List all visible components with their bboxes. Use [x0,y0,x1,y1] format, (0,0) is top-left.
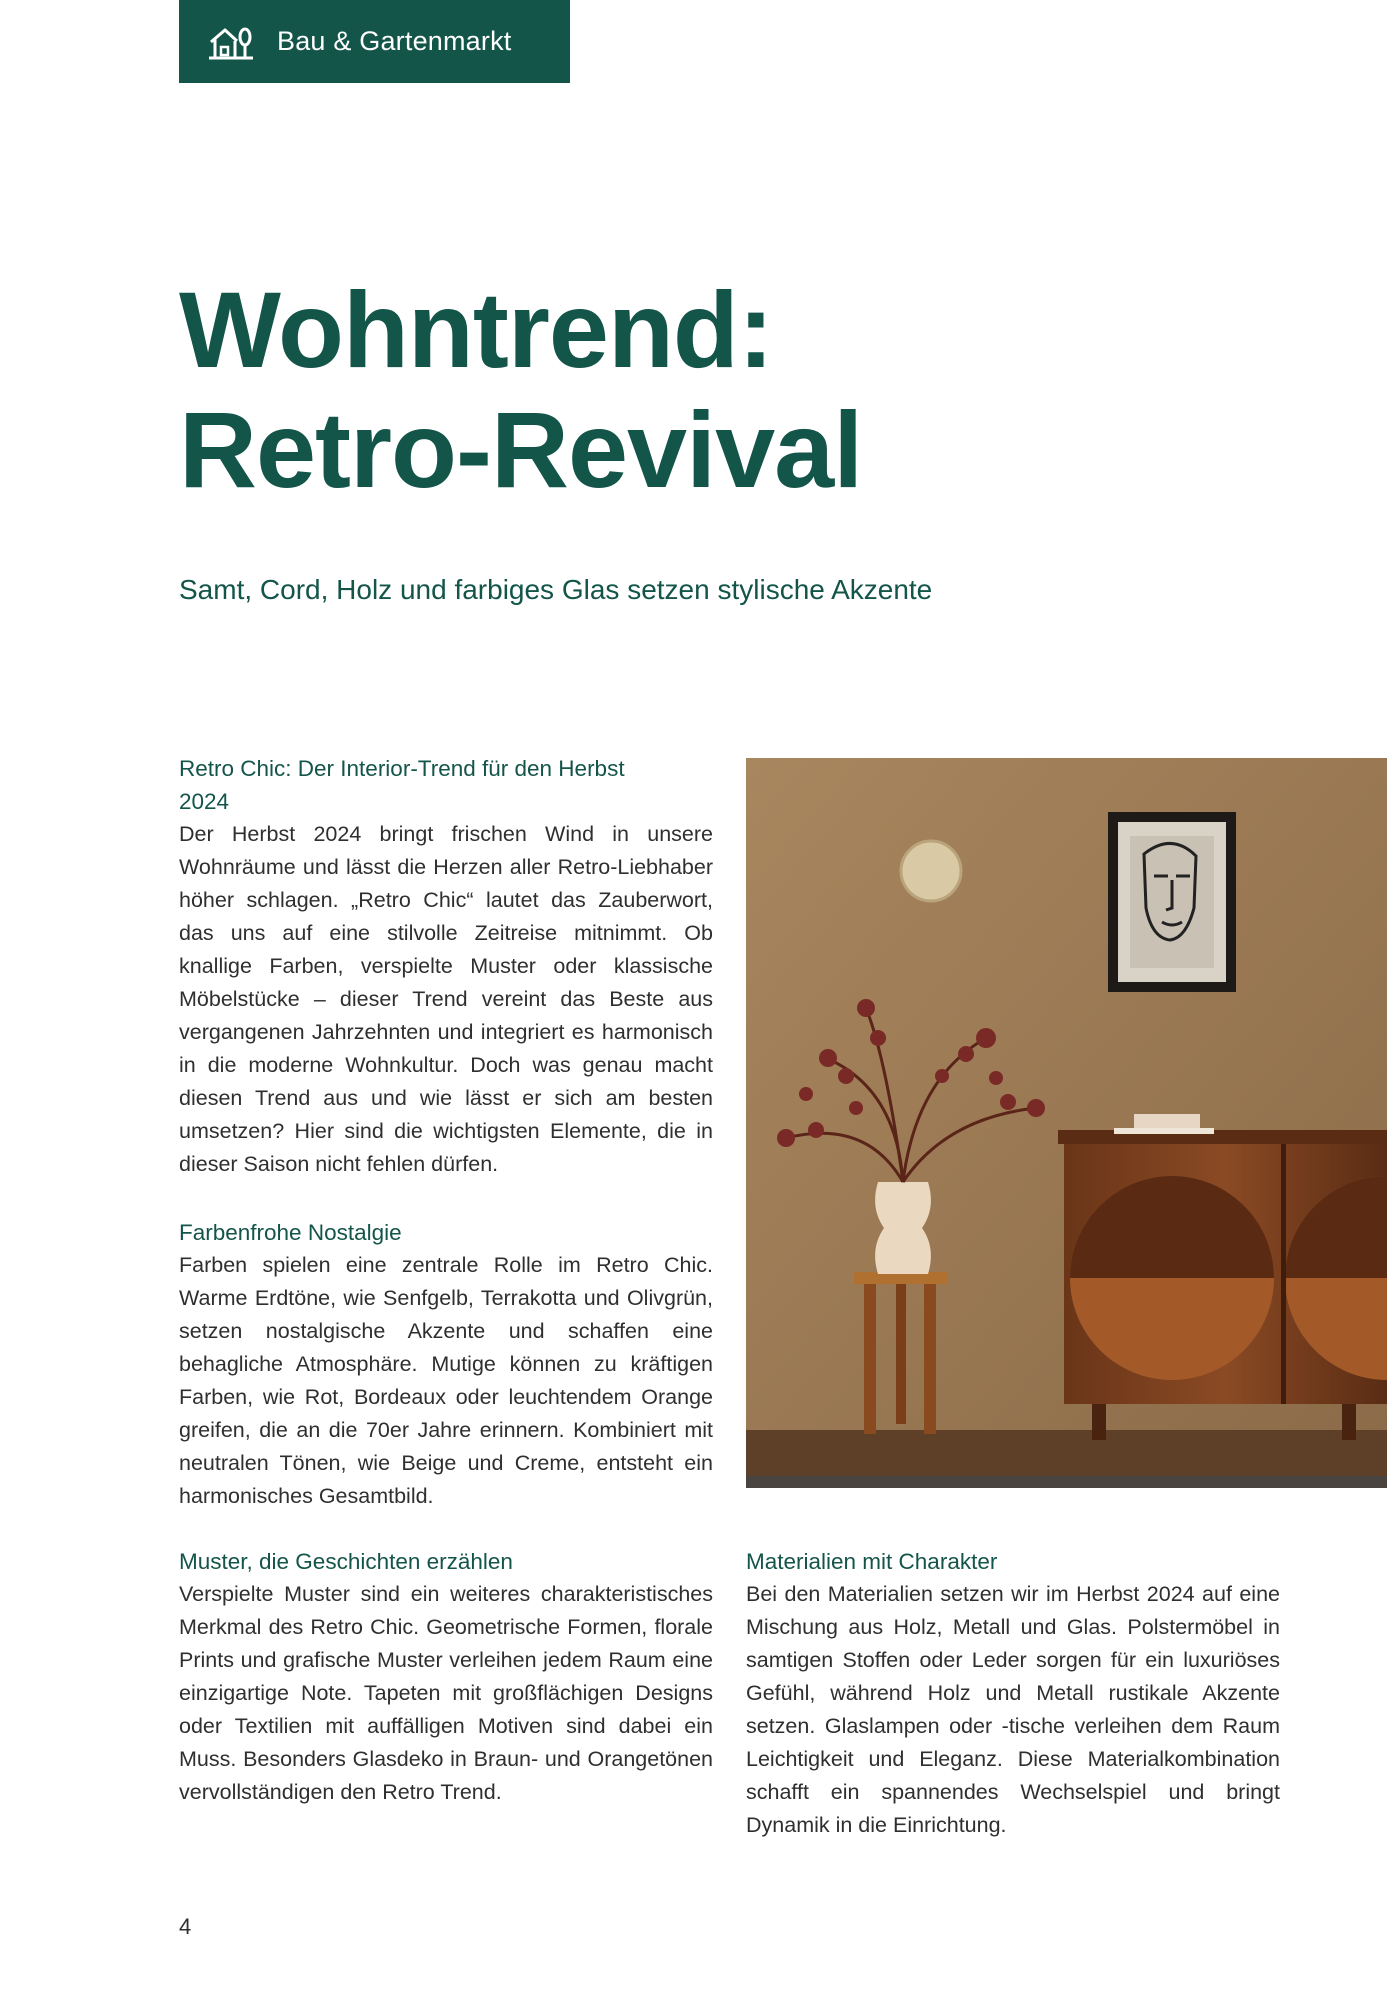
section-body: Farben spielen eine zentrale Rolle im Retro Chic. Warme Erdtöne, wie Senfgelb, Terrakotta und Olivgrün, setzen nostalgische Akzente und schaffen eine behagliche Atmosphäre. Mutige können zu kräftigen Farben, wie Rot, Bordeaux oder leuchtendem Orange greifen, die an die 70er Jahre erinnern. Kombiniert mit neutralen Tönen, wie Beige und Creme, entsteht ein harmonisches Gesamtbild. [179,1253,713,1508]
section-heading: Farbenfrohe Nostalgie [179,1220,402,1245]
section-body: Bei den Materialien setzen wir im Herbst 2024 auf eine Mischung aus Holz, Metall und Glas. Polstermöbel in samtigen Stoffen oder Leder sorgen für ein luxuriöses Gefühl, während Holz und Metall rustikale Akzente setzen. Glaslampen oder -tische verleihen dem Raum Leichtigkeit und Eleganz. Diese Materialkombination schafft ein spannendes Wechselspiel und bringt Dynamik in die Einrichtung. [746,1582,1280,1837]
title-line-1: Wohntrend: [179,269,773,390]
title-line-2: Retro-Revival [179,389,863,510]
section-heading: Materialien mit Charakter [746,1549,998,1574]
section-heading: Muster, die Geschichten erzählen [179,1549,513,1574]
page-title [179,270,862,510]
category-label: Bau & Gartenmarkt [277,26,512,56]
section-farbenfrohe-nostalgie [179,1216,713,1513]
retro-interior-illustration [746,758,1387,1488]
section-body: Der Herbst 2024 bringt frischen Wind in unsere Wohnräume und lässt die Herzen aller Retro-Liebhaber höher schlagen. „Retro Chic“ lautet das Zauberwort, das uns auf eine stilvolle Zeitreise mitnimmt. Ob knallige Farben, verspielte Muster oder klassische Möbelstücke – dieser Trend vereint das Beste aus vergangenen Jahrzehnten und integriert es harmonisch in die moderne Wohnkultur. Doch was genau macht diesen Trend aus und wie lässt er sich am besten umsetzen? Hier sind die wichtigsten Elemente, die in dieser Saison nicht fehlen dürfen. [179,822,713,1176]
category-tag [179,0,570,83]
section-materialien [746,1545,1280,1842]
section-body: Verspielte Muster sind ein weiteres charakteristisches Merkmal des Retro Chic. Geometrische Formen, florale Prints und grafische Muster verleihen jedem Raum eine einzigartige Note. Tapeten mit großflächigen Designs oder Textilien mit auffälligen Motiven sind dabei ein Muss. Besonders Glasdeko in Braun- und Orangetönen vervollständigen den Retro Trend. [179,1582,713,1804]
section-heading: Retro Chic: Der Interior-Trend für den Herbst 2024 [179,756,625,814]
section-retro-chic [179,752,713,1181]
house-tree-icon [207,20,255,64]
page-number: 4 [179,1914,192,1939]
interior-photo [746,758,1387,1488]
section-muster [179,1545,713,1809]
subtitle: Samt, Cord, Holz und farbiges Glas setzen stylische Akzente [179,574,933,605]
